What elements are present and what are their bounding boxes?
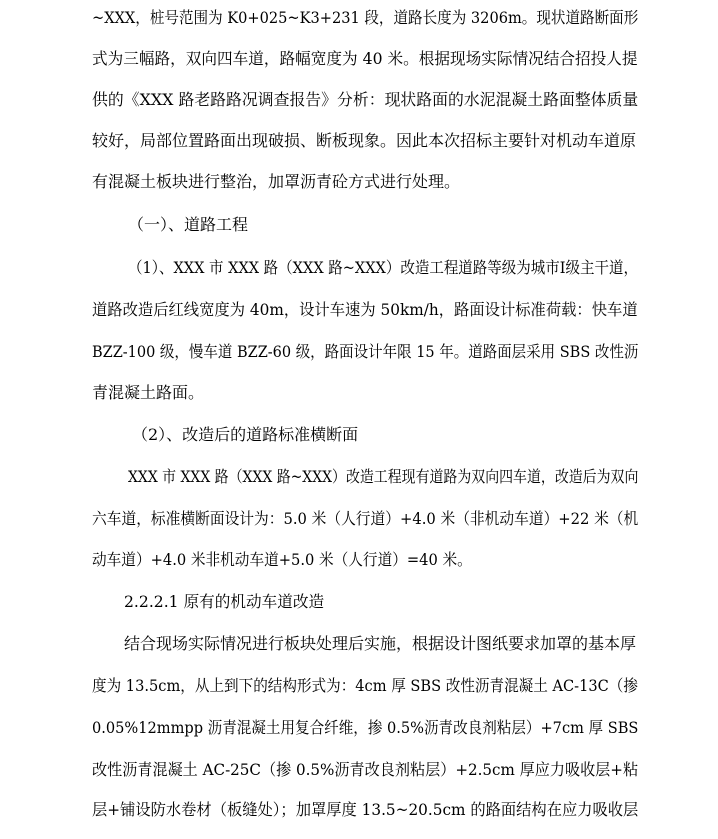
text-line-12: XXX 市 XXX 路（XXX 路~XXX）改造工程现有道路为双向四车道，改造后为双向 bbox=[128, 467, 639, 486]
text-line-3: 供的《XXX 路老路路况调查报告》分析：现状路面的水泥混凝土路面整体质量 bbox=[92, 90, 639, 109]
section-heading-2-2-2-1: 2.2.2.1 原有的机动车道改造 bbox=[124, 592, 325, 611]
text-line-1: ~XXX，桩号范围为 K0+025~K3+231 段，道路长度为 3206m。现状道路断面形 bbox=[92, 8, 639, 27]
text-line-4: 较好，局部位置路面出现破损、断板现象。因此本次招标主要针对机动车道原 bbox=[92, 131, 637, 150]
text-line-5: 有混凝土板块进行整治，加罩沥青砼方式进行处理。 bbox=[92, 172, 461, 191]
text-line-18: 0.05%12mmpp 沥青混凝土用复合纤维，掺 0.5%沥青改良剂粘层）+7cm 厚 SBS bbox=[92, 718, 639, 737]
text-line-20: 层+铺设防水卷材（板缝处）；加罩厚度 13.5~20.5cm 的路面结构在应力吸收层 bbox=[92, 800, 639, 819]
section-heading-cross-section: （2）、改造后的道路标准横断面 bbox=[132, 425, 359, 444]
text-line-19: 改性沥青混凝土 AC-25C（掺 0.5%沥青改良剂粘层）+2.5cm 厚应力吸收层+粘 bbox=[92, 760, 639, 779]
text-line-17: 度为 13.5cm，从上到下的结构形式为：4cm 厚 SBS 改性沥青混凝土 AC-13C（掺 bbox=[92, 676, 638, 695]
section-heading-road-works: （一）、道路工程 bbox=[128, 215, 249, 234]
text-line-16: 结合现场实际情况进行板块处理后实施，根据设计图纸要求加罩的基本厚 bbox=[124, 634, 637, 653]
text-line-14: 动车道）+4.0 米非机动车道+5.0 米（人行道）=40 米。 bbox=[92, 550, 472, 569]
text-line-9: BZZ-100 级，慢车道 BZZ-60 级，路面设计年限 15 年。道路面层采用 SBS 改性沥 bbox=[92, 342, 639, 361]
text-line-7: （1）、XXX 市 XXX 路（XXX 路~XXX）改造工程道路等级为城市Ⅰ级主干道， bbox=[128, 258, 638, 277]
text-line-13: 六车道，标准横断面设计为：5.0 米（人行道）+4.0 米（非机动车道）+22 米（机 bbox=[92, 509, 639, 528]
text-line-2: 式为三幅路，双向四车道，路幅宽度为 40 米。根据现场实际情况结合招投人提 bbox=[92, 49, 638, 68]
text-line-10: 青混凝土路面。 bbox=[92, 383, 205, 402]
text-line-8: 道路改造后红线宽度为 40m，设计车速为 50km/h，路面设计标准荷载：快车道 bbox=[92, 300, 638, 319]
